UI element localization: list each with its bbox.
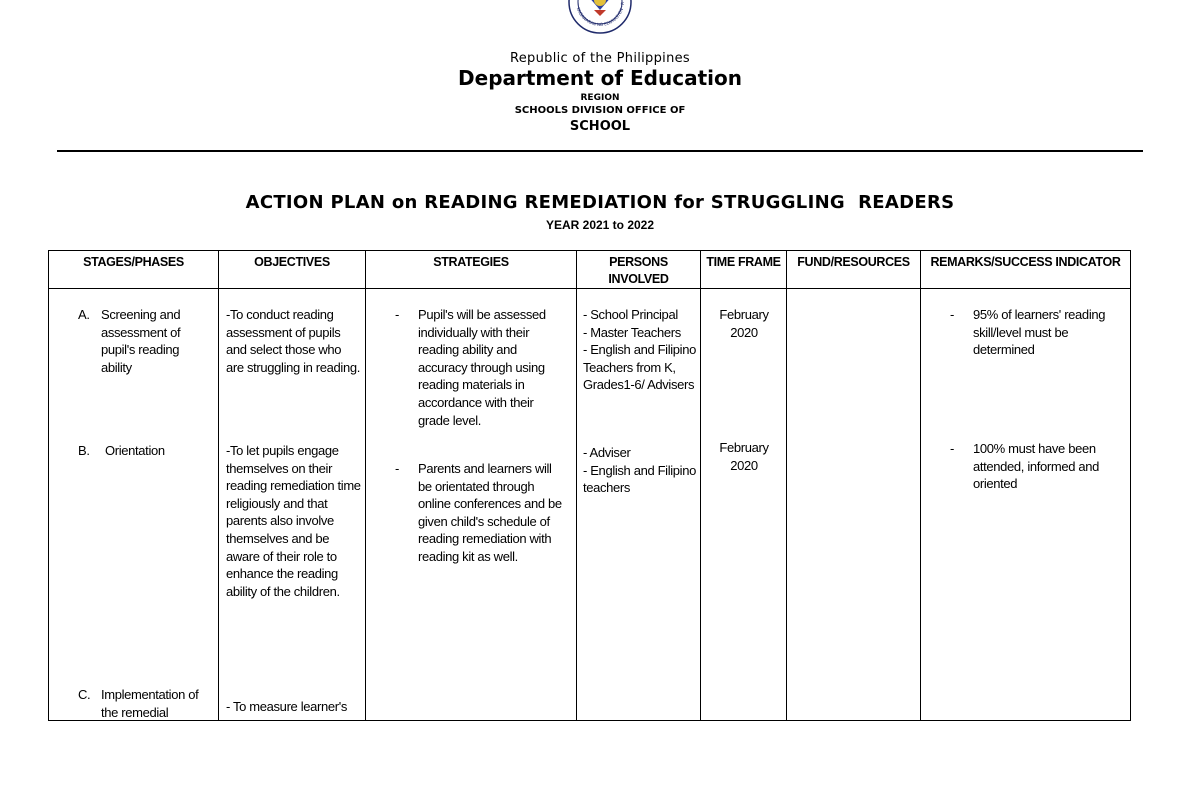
- persons-cell: [577, 289, 701, 721]
- remark-a-text: 95% of learners' reading skill/level must be determined: [973, 307, 1106, 358]
- column-header-time-frame: TIME FRAME: [701, 251, 787, 289]
- deped-seal-logo: [568, 0, 632, 34]
- division-line: SCHOOLS DIVISION OFFICE OF: [514, 105, 686, 116]
- strategy-b-text: Parents and learners will be orientated through online conferences and be given child's schedule of reading remediation with reading kit as well.: [418, 461, 562, 564]
- remark-b-bullet: -: [950, 441, 954, 456]
- time-a-text: February 2020: [719, 307, 769, 340]
- strategy-a-bullet: -: [395, 307, 399, 322]
- persons-a-text: - School Principal - Master Teachers - English and Filipino Teachers from K, Grades1-6/ Advisers: [583, 307, 696, 393]
- column-header-persons: PERSONS INVOLVED: [577, 251, 701, 289]
- stages-cell: [49, 289, 219, 721]
- objective-c-text: - To measure learner's: [226, 699, 347, 714]
- stage-b-text: Orientation: [105, 443, 165, 458]
- strategies-cell: [366, 289, 577, 721]
- table-header-row: [49, 251, 1131, 289]
- time-frame-cell: [701, 289, 787, 721]
- remarks-cell: [921, 289, 1131, 721]
- time-b-text: February 2020: [719, 440, 769, 473]
- stage-a-text: Screening and assessment of pupil's reading ability: [101, 307, 181, 375]
- region-line: REGION: [580, 93, 620, 103]
- document-year: YEAR 2021 to 2022: [545, 218, 655, 232]
- school-line: SCHOOL: [569, 119, 631, 134]
- column-header-objectives: OBJECTIVES: [219, 251, 366, 289]
- persons-b-text: - Adviser - English and Filipino teachers: [583, 445, 696, 496]
- column-header-strategies: STRATEGIES: [366, 251, 577, 289]
- svg-text:KAGAWARAN NG EDUKASYON · REPUB: KAGAWARAN NG EDUKASYON · R: [575, 1, 626, 28]
- remark-a-bullet: -: [950, 307, 954, 322]
- objectives-cell: [219, 289, 366, 721]
- column-header-stages: STAGES/PHASES: [49, 251, 219, 289]
- document-title: ACTION PLAN on READING REMEDIATION for STRUGGLING READERS: [245, 192, 955, 213]
- stage-letter-b: B.: [78, 443, 90, 458]
- header-divider: [57, 150, 1143, 152]
- department-name: Department of Education: [458, 66, 742, 90]
- stage-letter-a: A.: [78, 307, 90, 322]
- stage-letter-c: C.: [78, 687, 91, 702]
- republic-line: Republic of the Philippines: [510, 51, 690, 66]
- strategy-a-text: Pupil's will be assessed individually with their reading ability and accuracy through using reading materials in accordance with their grade level.: [418, 307, 546, 428]
- column-header-remarks: REMARKS/SUCCESS INDICATOR: [921, 251, 1131, 289]
- table-row: [49, 289, 1131, 721]
- remark-b-text: 100% must have been attended, informed and oriented: [973, 441, 1100, 492]
- stage-c-text: Implementation of the remedial: [101, 687, 199, 720]
- objective-b-text: -To let pupils engage themselves on their reading remediation time religiously and that parents also involve themselves and be aware of their role to enhance the reading ability of the children.: [226, 443, 361, 599]
- action-plan-table: [48, 250, 1131, 721]
- column-header-fund: FUND/RESOURCES: [787, 251, 921, 289]
- strategy-b-bullet: -: [395, 461, 399, 476]
- objective-a-text: -To conduct reading assessment of pupils and select those who are struggling in reading.: [226, 307, 360, 375]
- fund-cell: [787, 289, 921, 721]
